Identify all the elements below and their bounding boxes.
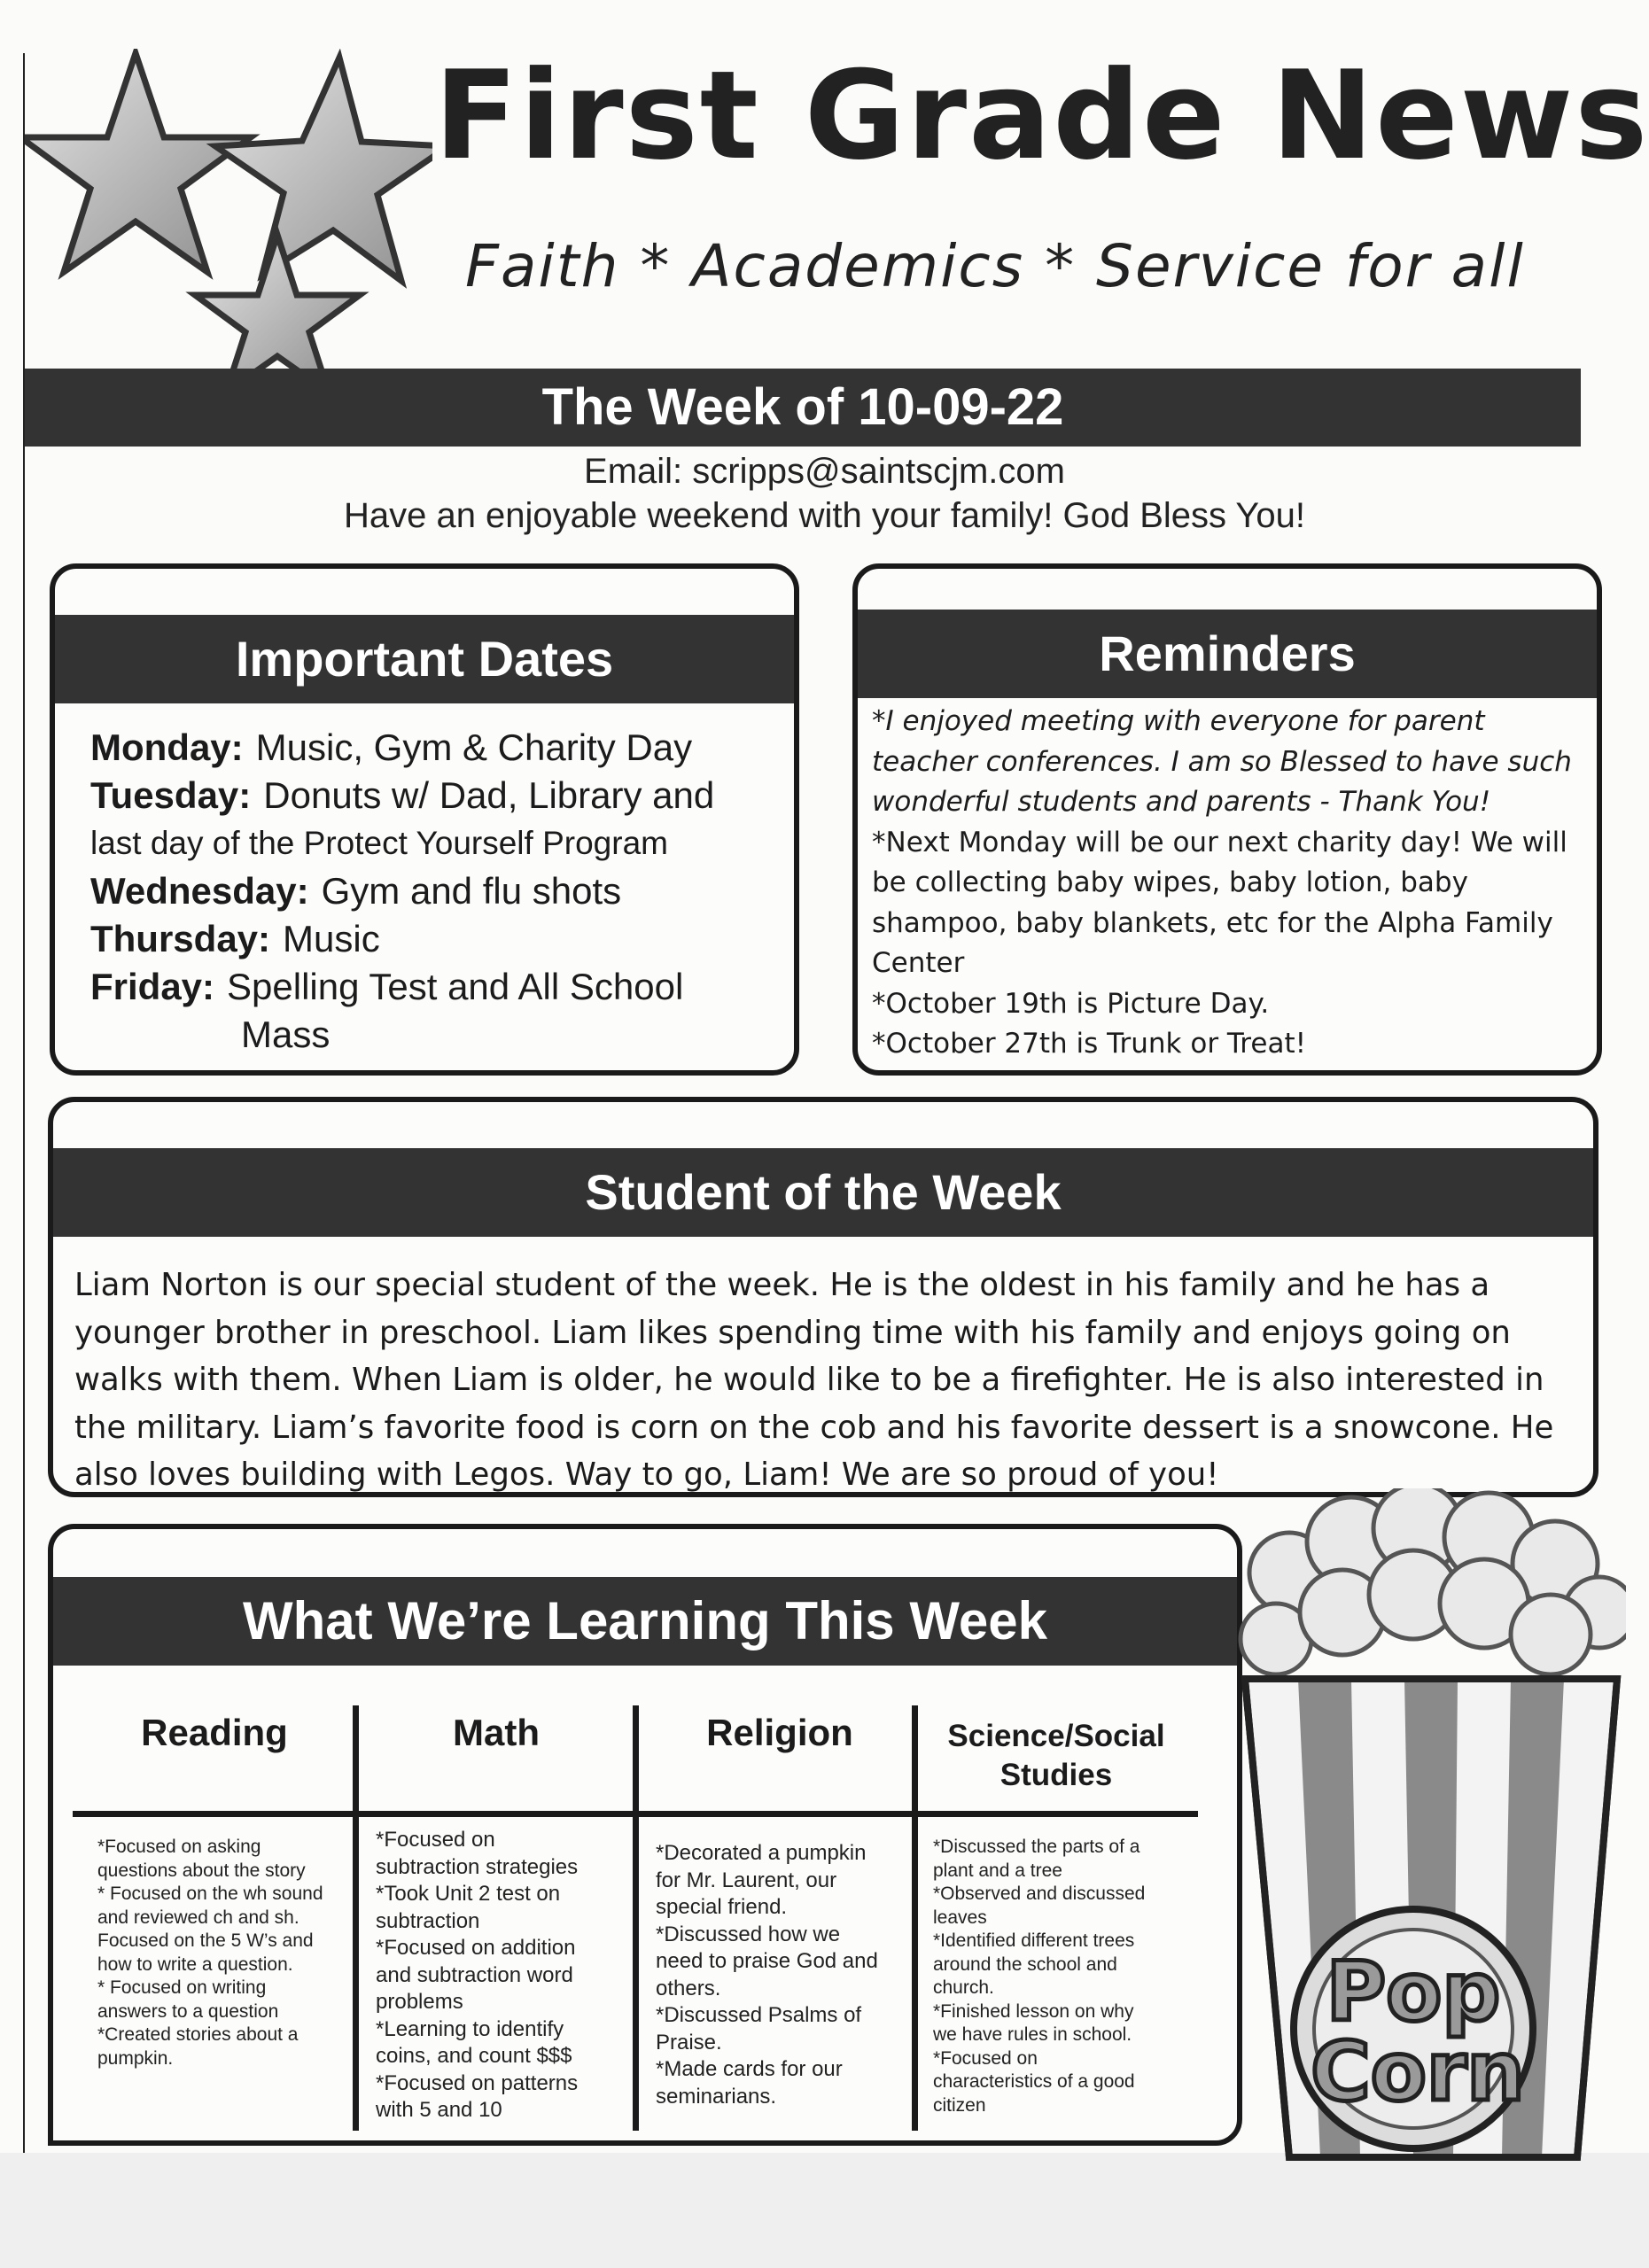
note-line: *Focused on [933, 2047, 1038, 2069]
science-notes [933, 1836, 1199, 2117]
column-divider [353, 1705, 359, 2131]
date-text: Music, Gym & Charity Day [255, 726, 693, 768]
student-of-week-text [74, 1262, 1572, 1497]
date-item-tuesday [90, 772, 767, 819]
column-divider [912, 1705, 918, 2131]
note-line: seminarians. [656, 2084, 777, 2109]
note-line: how to write a question. [97, 1953, 293, 1975]
reminder-line: *October 19th is Picture Day. [872, 987, 1270, 1020]
student-line: the military. Liam’s favorite food is corn on the cob and his favorite dessert is a snowcone. He [74, 1409, 1554, 1446]
student-line: also loves building with Legos. Way to go, Liam! We are so proud of you! [74, 1456, 1219, 1493]
dates-list [90, 724, 767, 1059]
important-dates-box [50, 563, 799, 1076]
note-line: *Discussed how we [656, 1922, 841, 1946]
religion-notes [656, 1840, 908, 2110]
important-dates-heading: Important Dates [55, 615, 794, 703]
popcorn-logo-text: Corn [1311, 2024, 1525, 2119]
note-line: *Focused on patterns [376, 2070, 579, 2095]
reminder-line: shampoo, baby blankets, etc for the Alpha Family [872, 906, 1553, 939]
note-line: and subtraction word [376, 1962, 573, 1987]
date-day: Wednesday: [90, 870, 309, 912]
date-text-continued: last day of the Protect Yourself Program [90, 825, 668, 861]
note-line: problems [376, 1990, 463, 2014]
note-line: *Decorated a pumpkin [656, 1841, 867, 1865]
note-line: special friend. [656, 1895, 788, 1919]
reading-notes [97, 1836, 350, 2070]
learning-heading: What We’re Learning This Week [53, 1577, 1237, 1666]
reminder-line: teacher conferences. I am so Blessed to have such [872, 745, 1572, 778]
popcorn-logo-text: Pop [1326, 1945, 1501, 2039]
note-line: need to praise God and [656, 1949, 878, 1973]
note-line: *Focused on addition [376, 1936, 576, 1960]
stars-icon [25, 49, 432, 377]
reminder-line: *Next Monday will be our next charity day! We will [872, 826, 1567, 858]
date-day: Thursday: [90, 918, 271, 959]
scan-bottom-margin [0, 2153, 1649, 2268]
column-header-math: Math [453, 1712, 540, 1753]
column-header-line: Science/Social [947, 1719, 1165, 1753]
note-line: subtraction strategies [376, 1854, 579, 1879]
note-line: * Focused on writing [97, 1977, 267, 1998]
popcorn-icon [1236, 1488, 1626, 2162]
note-line: *Observed and discussed [933, 1884, 1146, 1904]
date-text: Spelling Test and All School [227, 966, 684, 1007]
note-line: coins, and count $$$ [376, 2044, 572, 2068]
date-text: Music [283, 918, 380, 959]
note-line: *Made cards for our [656, 2057, 843, 2081]
date-item-wednesday [90, 867, 767, 915]
reminders-heading: Reminders [858, 610, 1597, 698]
note-line: for Mr. Laurent, our [656, 1868, 837, 1892]
email-line: Email: scripps@saintscjm.com [584, 452, 1065, 491]
greeting-line: Have an enjoyable weekend with your family! God Bless You! [343, 496, 1306, 535]
note-line: answers to a question [97, 2000, 279, 2022]
column-header-religion: Religion [706, 1712, 853, 1753]
date-item-friday [90, 963, 767, 1011]
note-line: questions about the story [97, 1860, 306, 1881]
note-line: *Learning to identify [376, 2016, 564, 2041]
newsletter-title: First Grade News [434, 44, 1649, 187]
reminder-line: be collecting baby wipes, baby lotion, baby [872, 866, 1468, 898]
note-line: *Focused on [376, 1828, 495, 1852]
note-line: others. [656, 1976, 721, 2000]
note-line: plant and a tree [933, 1860, 1062, 1881]
note-line: we have rules in school. [933, 2024, 1132, 2045]
student-line: younger brother in preschool. Liam likes spending time with his family and enjoys going on [74, 1314, 1511, 1351]
note-line: Praise. [656, 2030, 722, 2054]
note-line: *Focused on asking [97, 1837, 261, 1857]
note-line: pumpkin. [97, 2047, 174, 2069]
note-line: leaves [933, 1907, 987, 1928]
date-text: Donuts w/ Dad, Library and [263, 774, 715, 816]
date-day: Friday: [90, 966, 215, 1007]
note-line: * Focused on the wh sound [97, 1884, 323, 1904]
note-line: *Discussed the parts of a [933, 1837, 1140, 1857]
math-notes [376, 1827, 628, 2119]
student-of-week-heading: Student of the Week [53, 1148, 1593, 1237]
date-text: Gym and flu shots [321, 870, 622, 912]
note-line: around the school and [933, 1953, 1117, 1975]
note-line: *Identified different trees [933, 1930, 1135, 1951]
note-line: citizen [933, 2094, 986, 2116]
column-divider [633, 1705, 639, 2131]
note-line: church. [933, 1977, 994, 1998]
note-line: and reviewed ch and sh. [97, 1907, 299, 1928]
column-header-science [914, 1717, 1198, 1795]
note-line: *Discussed Psalms of [656, 2003, 862, 2027]
date-item-thursday [90, 915, 767, 963]
week-banner: The Week of 10-09-22 [25, 369, 1581, 447]
column-header-line: Studies [1000, 1758, 1113, 1792]
note-line: characteristics of a good [933, 2071, 1135, 2092]
note-line: with 5 and 10 [376, 2098, 502, 2119]
note-line: *Finished lesson on why [933, 2000, 1134, 2022]
note-line: *Created stories about a [97, 2024, 299, 2045]
date-item-monday [90, 724, 767, 772]
note-line: *Took Unit 2 test on [376, 1882, 561, 1906]
date-day: Monday: [90, 726, 244, 768]
student-line: Liam Norton is our special student of the week. He is the oldest in his family and he has a [74, 1267, 1490, 1303]
note-line: subtraction [376, 1908, 480, 1933]
table-header-rule [73, 1811, 1198, 1817]
column-header-reading: Reading [141, 1712, 288, 1753]
newsletter-tagline: Faith * Academics * Service for all [465, 232, 1525, 300]
student-line: walks with them. When Liam is older, he would like to be a firefighter. He is also interested in [74, 1362, 1544, 1398]
date-text-continued: Mass [241, 1014, 331, 1055]
reminder-line: Center [872, 947, 965, 979]
reminders-text [872, 702, 1588, 1065]
student-of-week-box [48, 1097, 1598, 1497]
reminder-line: *I enjoyed meeting with everyone for parent [872, 705, 1485, 737]
date-day: Tuesday: [90, 774, 252, 816]
reminder-line: *October 27th is Trunk or Treat! [872, 1028, 1307, 1060]
reminders-box [852, 563, 1602, 1076]
reminder-line: wonderful students and parents - Thank You! [872, 786, 1491, 818]
note-line: Focused on the 5 W’s and [97, 1930, 314, 1951]
